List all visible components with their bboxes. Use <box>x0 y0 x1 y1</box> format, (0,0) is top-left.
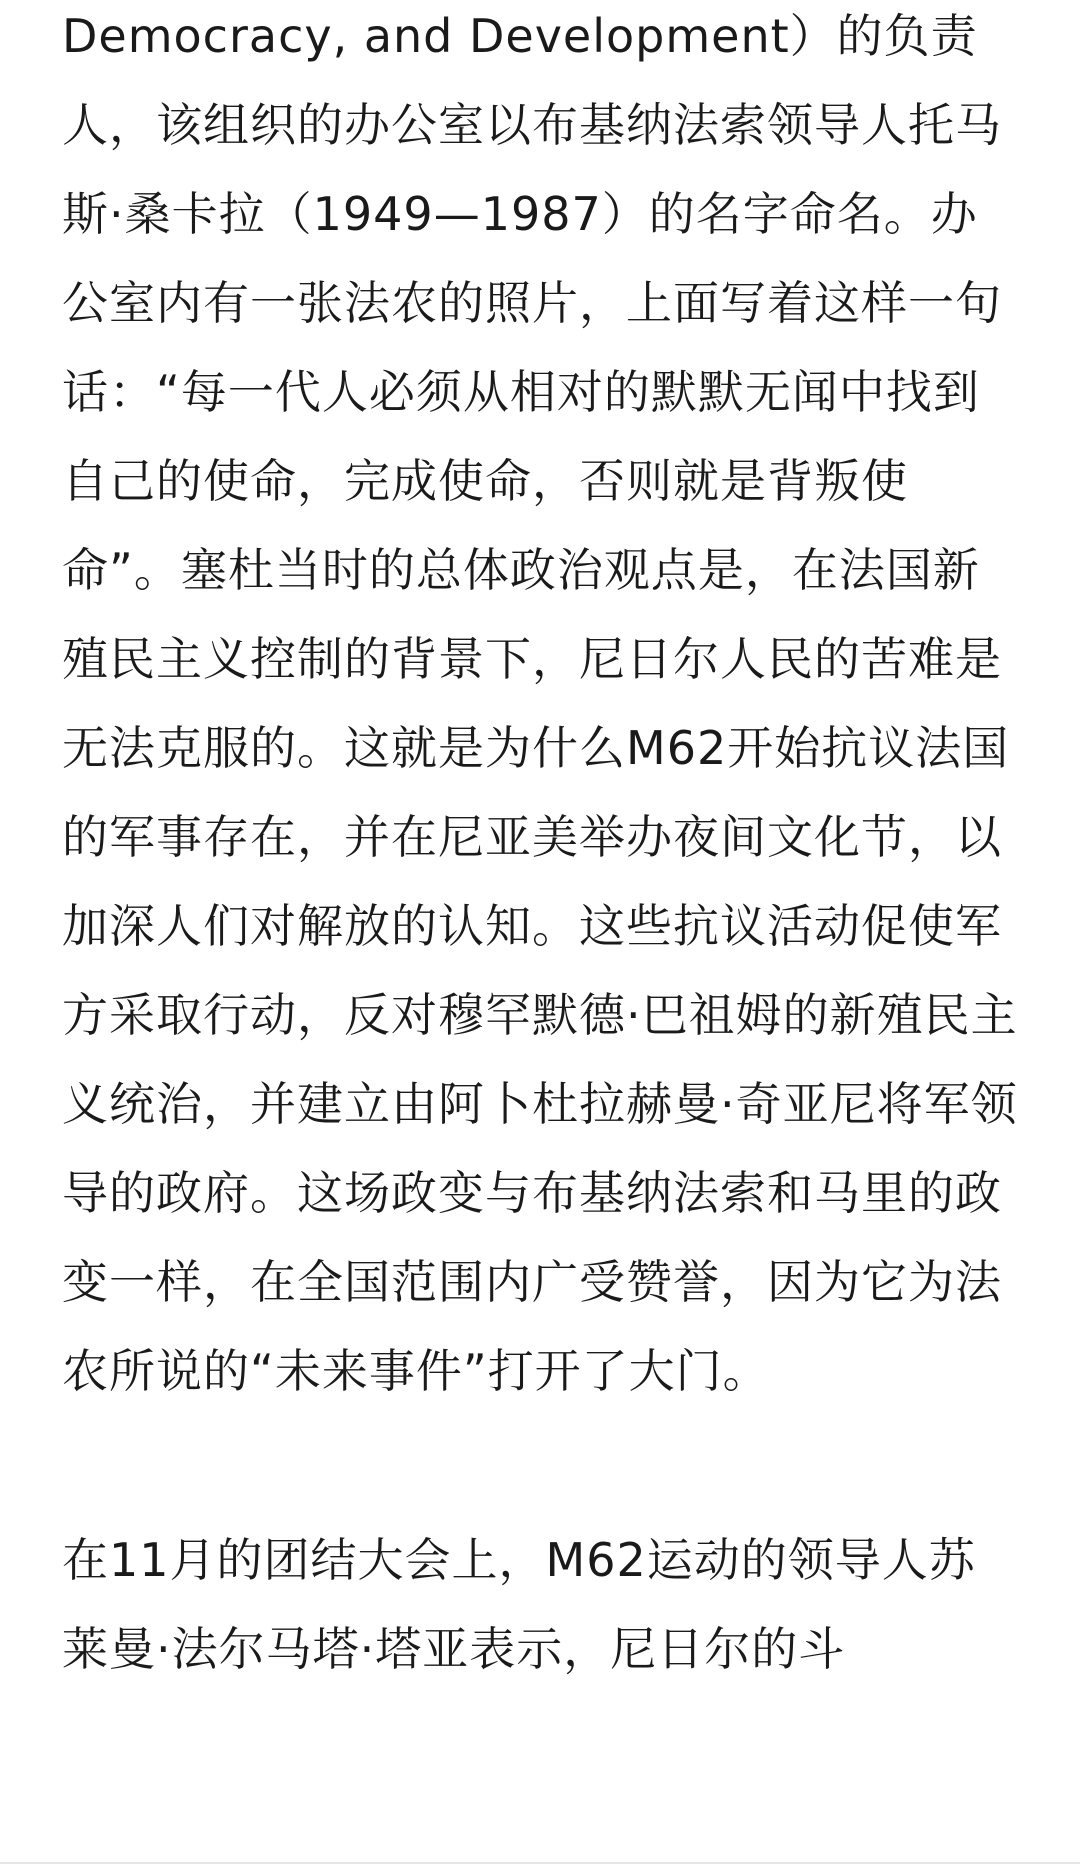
bottom-divider <box>0 1862 1080 1864</box>
article-paragraph: 在11月的团结大会上，M62运动的领导人苏莱曼·法尔马塔·塔亚表示，尼日尔的斗 <box>62 1533 976 1676</box>
paragraph-spacer <box>62 1416 1018 1516</box>
article-paragraph: Democracy, and Development）的负责人，该组织的办公室以布基纳法索领导人托马斯·桑卡拉（1949—1987）的名字命名。办公室内有一张法农的照片，上面写着这样一句话：“每一代人必须从相对的默默无闻中找到自己的使命，完成使命，否则就是背叛使命”。塞杜当时的总体政治观点是，在法国新殖民主义控制的背景下，尼日尔人民的苦难是无法克服的。这就是为什么M62开始抗议法国的军事存在，并在尼亚美举办夜间文化节，以加深人们对解放的认知。这些抗议活动促使军方采取行动，反对穆罕默德·巴祖姆的新殖民主义统治，并建立由阿卜杜拉赫曼·奇亚尼将军领导的政府。这场政变与布基纳法索和马里的政变一样，在全国范围内广受赞誉，因为它为法农所说的“未来事件”打开了大门。 <box>62 9 1018 1398</box>
